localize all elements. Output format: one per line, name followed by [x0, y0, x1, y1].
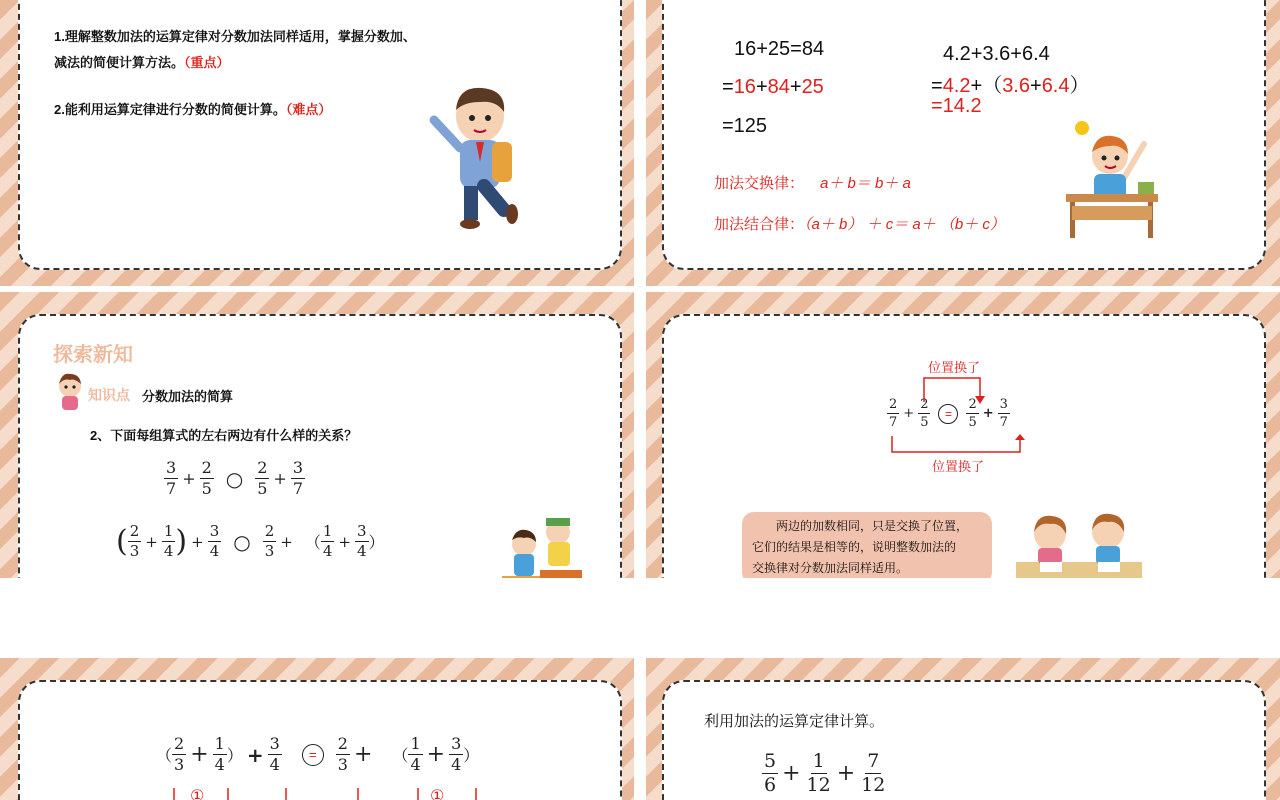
- fraction: $\frac{3}{4}$: [209, 522, 220, 560]
- children-on-blocks-illustration: [496, 514, 590, 578]
- objective-1-line2: 减法的简便计算方法。（重点）: [54, 55, 230, 70]
- question-text: 2、下面每组算式的左右两边有什么样的关系？: [90, 428, 358, 443]
- blank-circle[interactable]: ○: [233, 529, 251, 554]
- slide-card: [18, 0, 622, 270]
- fraction: $\frac{3}{4}$: [356, 522, 367, 560]
- fraction: $\frac{2}{5}$: [257, 458, 268, 498]
- equation-line-3: =125: [722, 115, 768, 137]
- fraction: $\frac{1}{4}$: [410, 734, 421, 774]
- fraction: $\frac{1}{4}$: [322, 522, 333, 560]
- slide-card: [18, 680, 622, 800]
- slide-thumbnail-3[interactable]: [0, 292, 634, 578]
- swap-arrow-bottom: [890, 434, 1026, 456]
- fraction: $\frac{5}{6}$: [764, 750, 777, 796]
- objective-2: 2.能利用运算定律进行分数的简便计算。（难点）: [54, 102, 332, 117]
- slide-thumbnail-1[interactable]: [0, 0, 634, 286]
- key-point-tag: （重点）: [184, 55, 230, 70]
- fraction: $\frac{2}{3}$: [174, 734, 185, 774]
- equals-circle: =: [302, 744, 324, 766]
- commutative-fraction-equation: $\frac{2}{7}$ + $\frac{2}{5}$ = $\frac{2}{5}$ + $\frac{3}{7}$: [889, 397, 1008, 430]
- fraction: $\frac{2}{3}$: [264, 522, 275, 560]
- expression-row-1: $\frac{3}{7}$ + $\frac{2}{5}$ ○ $\frac{2}{5}$ + $\frac{3}{7}$: [166, 458, 304, 498]
- slide-card: [662, 680, 1266, 800]
- girl-mascot-icon: [54, 372, 86, 412]
- fraction: $\frac{2}{5}$: [920, 397, 929, 430]
- slide-thumbnail-6[interactable]: [646, 658, 1280, 800]
- student-boy-illustration: [428, 78, 538, 248]
- decimal-equation-1: 4.2+3.6+6.4: [943, 43, 1050, 65]
- fraction: $\frac{3}{7}$: [999, 397, 1008, 430]
- fraction: $\frac{3}{7}$: [166, 458, 177, 498]
- fraction: $\frac{2}{5}$: [968, 397, 977, 430]
- fraction: $\frac{2}{5}$: [201, 458, 212, 498]
- expression-row-2: ( $\frac{2}{3}$ + $\frac{1}{4}$ ) + $\frac{3}{4}$ ○ $\frac{2}{3}$ + （ $\frac{1}{4}$ + $\frac{3}{4}$ ）: [116, 522, 385, 560]
- fraction: $\frac{2}{3}$: [337, 734, 348, 774]
- slide-thumbnail-4[interactable]: [646, 292, 1280, 578]
- commutative-law: 加法交换律： a＋ b＝ b＋ a: [714, 175, 911, 192]
- swap-label-top: 位置换了: [928, 360, 981, 375]
- fraction: $\frac{1}{12}$: [806, 750, 831, 796]
- swap-label-bottom: 位置换了: [932, 459, 985, 474]
- objective-1: 1.理解整数加法的运算定律对分数加法同样适用，掌握分数加、: [54, 29, 416, 44]
- blank-circle[interactable]: ○: [225, 466, 244, 491]
- fraction: $\frac{2}{7}$: [889, 397, 898, 430]
- slide-card: [662, 314, 1266, 578]
- instruction-text: 利用加法的运算定律计算。: [704, 713, 885, 730]
- decimal-equation-2: =4.2+（3.6+6.4）: [931, 75, 1090, 97]
- decimal-equation-3: =14.2: [931, 95, 982, 117]
- fraction: $\frac{3}{7}$: [292, 458, 304, 498]
- fraction: $\frac{1}{4}$: [214, 734, 225, 774]
- fraction: $\frac{7}{12}$: [861, 750, 886, 796]
- slide-card: [18, 314, 622, 578]
- equation-line-2: =16+84+25: [722, 76, 824, 98]
- equals-circle: =: [938, 404, 958, 424]
- topic-label: 分数加法的简算: [142, 389, 234, 404]
- knowledge-point-badge: 知识点: [88, 387, 130, 403]
- difficulty-tag: （难点）: [285, 102, 332, 117]
- child-at-desk-illustration: [1062, 118, 1162, 240]
- fraction: $\frac{1}{4}$: [163, 522, 174, 560]
- associative-fraction-equation: （ $\frac{2}{3}$ + $\frac{1}{4}$ ） + $\frac{3}{4}$ = $\frac{2}{3}$ + （ $\frac{1}{4}$ + $\frac{3}{4}$ ）: [156, 734, 480, 774]
- fraction: $\frac{3}{4}$: [451, 734, 462, 774]
- fraction: $\frac{2}{3}$: [129, 522, 140, 560]
- explanation-callout: 两边的加数相同，只是交换了位置， 它们的结果是相等的，说明整数加法的 交换律对分数加法同样适用。: [742, 512, 992, 578]
- slide-thumbnail-2[interactable]: [646, 0, 1280, 286]
- slide-thumbnail-5[interactable]: [0, 658, 634, 800]
- fraction: $\frac{3}{4}$: [269, 734, 280, 774]
- slide-card: [662, 0, 1266, 270]
- fraction-sum-expression: $\frac{5}{6}$ + $\frac{1}{12}$ + $\frac{7}{12}$: [764, 750, 886, 796]
- children-reading-illustration: [1014, 508, 1144, 578]
- associative-law: 加法结合律：（a＋ b） ＋ c＝ a＋ （b＋ c）: [714, 216, 1005, 233]
- step-number-right: ①: [430, 788, 445, 800]
- section-title: 探索新知: [53, 344, 133, 366]
- step-number-left: ①: [190, 788, 205, 800]
- equation-line-1: 16+25=84: [734, 38, 825, 60]
